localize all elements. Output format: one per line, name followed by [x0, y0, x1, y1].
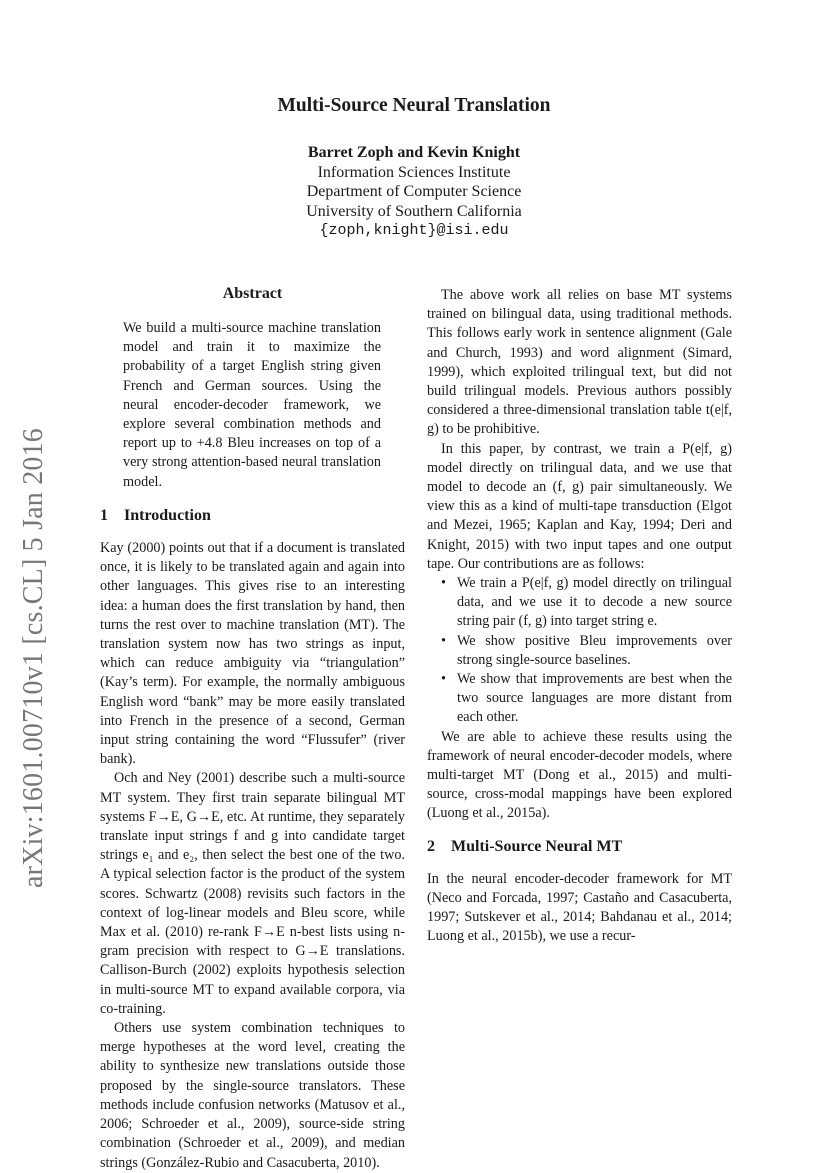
paragraph: Kay (2000) points out that if a document is translated once, it is likely to be translated again and again into other languages. This gives rise to an interesting idea: a human does the first translation by hand, then turns the rest over to machine translation (MT). The translation system now has two strings as input, which can reduce ambiguity via “triangulation” (Kay’s term). For example, the normally ambiguous English word “bank” may be more easily translated into French in the presence of a second, German input string containing the word “Flussufer” (river bank). — [100, 540, 405, 768]
paragraph: In this paper, by contrast, we train a P(e|f, g) model directly on trilingual data, and we use that model to decode an (f, g) pair simultaneously. We view this as a kind of multi-tape transduction (Elgot and Mezei, 1965; Kaplan and Kay, 1994; Deri and Knight, 2015) with two input tapes and one output tape. Our contributions are as follows: — [427, 440, 732, 572]
affiliation-line: Department of Computer Science — [306, 183, 522, 201]
affiliation-line: Information Sciences Institute — [317, 163, 511, 181]
list-item: • We show positive Bleu improvements over strong single-source baselines. — [457, 632, 732, 670]
author-names: Barret Zoph and Kevin Knight — [307, 144, 521, 161]
right-column — [427, 286, 732, 947]
section-number: 1 — [100, 507, 108, 524]
section-heading-multi-source-neural-mt — [427, 837, 732, 857]
paragraph: The above work all relies on base MT systems trained on bilingual data, using traditional methods. This follows early work in sentence alignment (Gale and Church, 1993) and word alignment (Simard, 1999), which exploited trilingual text, but did not build trilingual models. Previous authors possibly considered a three-dimensional translation table t(e|f, g) to be prohibitive. — [427, 287, 732, 438]
paragraph: We are able to achieve these results using the framework of neural encoder-decoder models, where multi-target MT (Dong et al., 2015) and multi-source, cross-modal mappings have been explored (Luong et al., 2015a). — [427, 728, 732, 822]
list-item: • We show that improvements are best when the two source languages are more distant from each other. — [457, 670, 732, 728]
paragraph: Others use system combination techniques to merge hypotheses at the word level, creating the ability to synthesize new translations outside those proposed by the single-source translators. These methods include confusion networks (Matusov et al., 2006; Schroeder et al., 2009), source-side string combination (Schroeder et al., 2009), and median strings (González-Rubio and Casacuberta, 2010). — [100, 1020, 405, 1171]
abstract-heading: Abstract — [222, 285, 283, 302]
contributions-list — [427, 574, 732, 728]
paragraph: In the neural encoder-decoder framework for MT (Neco and Forcada, 1997; Castaño and Casacuberta, 1997; Sutskever et al., 2014; Bahdanau et al., 2014; Luong et al., 2015b), we use a recur- — [427, 870, 732, 945]
author-block — [0, 143, 828, 241]
paper-title: Multi-Source Neural Translation — [277, 95, 551, 116]
section-title: Multi-Source Neural MT — [451, 837, 623, 855]
author-email: {zoph,knight}@isi.edu — [319, 222, 509, 240]
abstract-text: We build a multi-source machine translation model and train it to maximize the probability of a target English string given French and German sources. Using the neural encoder-decoder framework, we explore several combination methods and report up to +4.8 Bleu increases on top of a very strong attention-based neural translation model. — [123, 320, 381, 490]
paragraph: Och and Ney (2001) describe such a multi-source MT system. They first train separate bilingual MT systems F→E, G→E, etc. At runtime, they separately translate input strings f and g into candidate target strings e₁ and e₂, then select the best one of the two. A typical selection factor is the product of the system scores. Schwartz (2008) revisits such factors in the context of log-linear models and Bleu score, while Max et al. (2010) re-rank F→E n-best lists using n-gram precision with respect to G→E translations. Callison-Burch (2002) exploits hypothesis selection in multi-source MT to expand available corpora, via co-training. — [100, 770, 405, 1017]
section-number: 2 — [427, 837, 435, 855]
section-title: Introduction — [124, 507, 211, 524]
arxiv-identifier: arXiv:1601.00710v1 [cs.CL] 5 Jan 2016 — [18, 427, 49, 888]
left-column — [100, 506, 405, 1173]
list-item: • We train a P(e|f, g) model directly on trilingual data, and we use it to decode a new source string pair (f, g) into target string e. — [457, 574, 732, 632]
affiliation-line: University of Southern California — [306, 202, 522, 220]
section-heading-introduction — [100, 506, 405, 526]
